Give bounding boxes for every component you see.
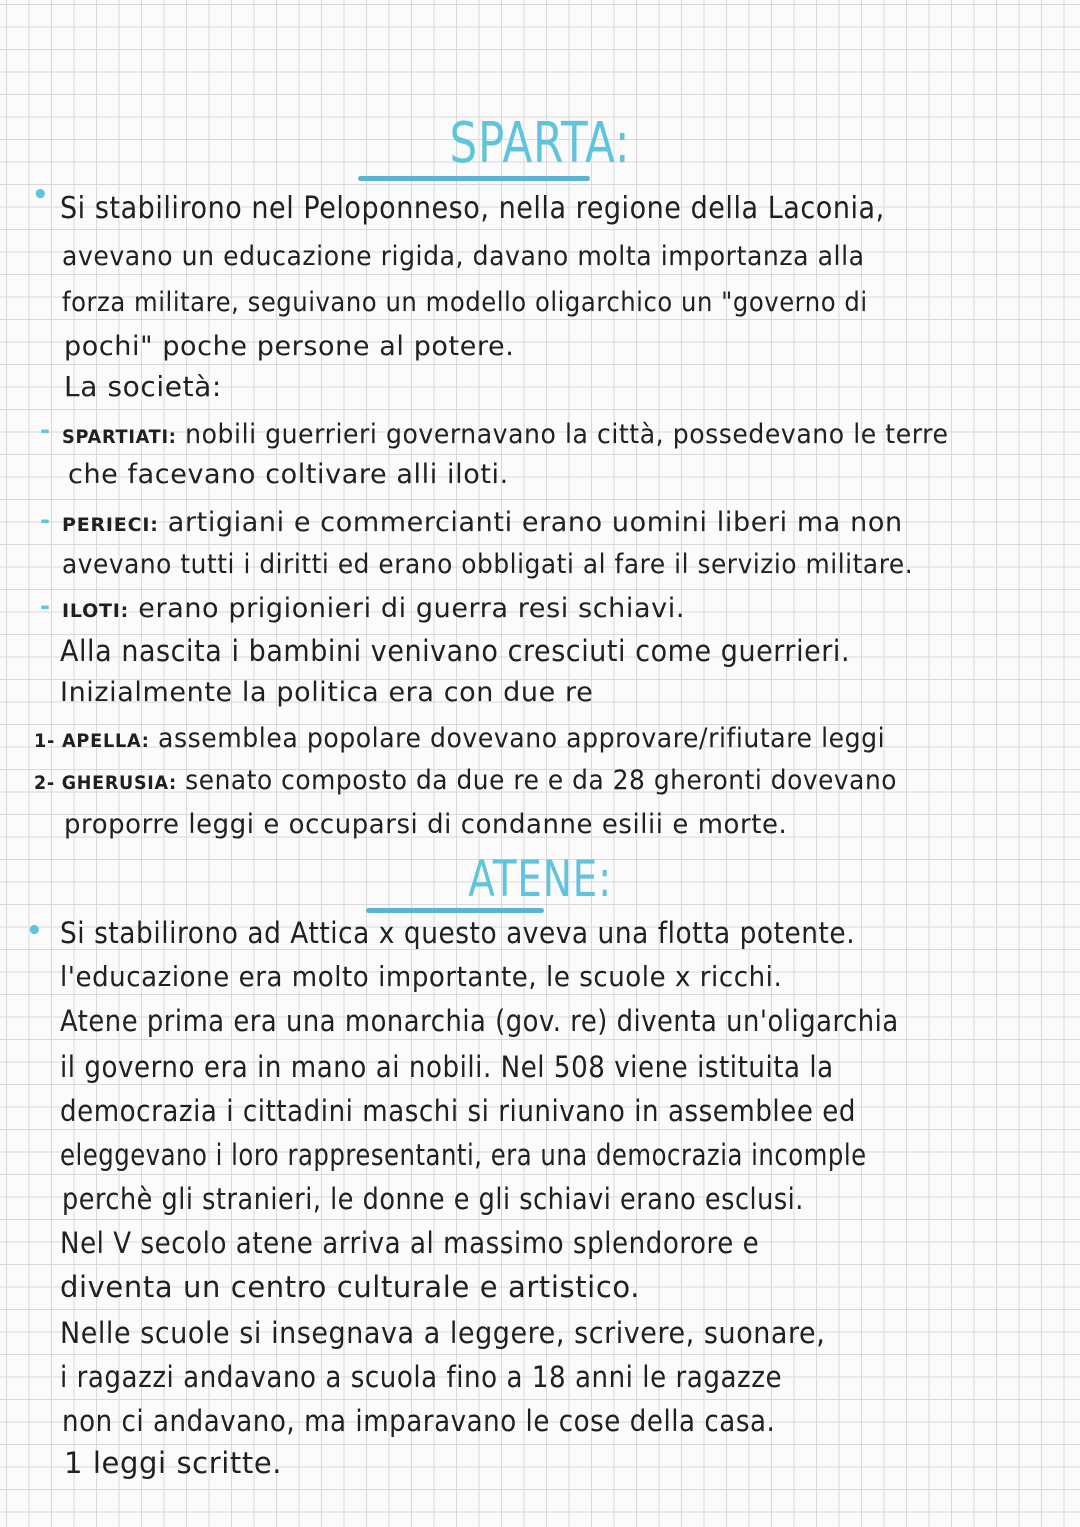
sparta-bullet: • (32, 180, 49, 210)
atene-title-block (0, 850, 1080, 908)
institution-gherusia (34, 764, 897, 800)
sparta-intro-line: forza militare, seguivano un modello oligarchico un "governo di (62, 287, 868, 318)
atene-line: i ragazzi andavano a scuola fino a 18 anni le ragazze (60, 1360, 783, 1394)
dash-marker: - (40, 506, 50, 534)
group-label: ILOTI: (62, 600, 130, 622)
atene-line: non ci andavano, ma imparavano le cose della casa. (62, 1404, 776, 1438)
group-perieci-cont: avevano tutti i diritti ed erano obbligati al fare il servizio militare. (62, 549, 914, 580)
group-label: PERIECI: (62, 514, 159, 536)
sparta-title: SPARTA: (449, 111, 631, 176)
atene-line: Nel V secolo atene arriva al massimo splendorore e (60, 1226, 760, 1260)
atene-line: diventa un centro culturale e artistico. (60, 1270, 641, 1304)
institution-label: 1- APELLA: (34, 730, 150, 752)
atene-line: l'educazione era molto importante, le scuole x ricchi. (60, 960, 783, 993)
institution-gherusia-cont: proporre leggi e occuparsi di condanne esilii e morte. (64, 809, 788, 840)
dash-marker: - (40, 592, 50, 620)
atene-bullet: • (26, 916, 43, 946)
atene-line: il governo era in mano ai nobili. Nel 508 viene istituita la (60, 1050, 834, 1084)
atene-line: democrazia i cittadini maschi si riunivano in assemblee ed (60, 1094, 856, 1128)
group-text: erano prigionieri di guerra resi schiavi. (138, 593, 686, 624)
group-label: SPARTIATI: (62, 426, 177, 448)
atene-title-underline (366, 908, 544, 913)
group-perieci (62, 506, 903, 542)
dash-marker: - (40, 416, 50, 444)
institution-label: 2- GHERUSIA: (34, 772, 177, 794)
atene-line: Si stabilirono ad Attica x questo aveva una flotta potente. (60, 916, 856, 950)
institution-text: senato composto da due re e da 28 gheronti dovevano (185, 765, 898, 796)
sparta-intro-line: Si stabilirono nel Peloponneso, nella regione della Laconia, (60, 191, 885, 226)
sparta-extra-line: Inizialmente la politica era con due re (60, 677, 594, 708)
institution-apella (34, 722, 885, 758)
atene-line: Nelle scuole si insegnava a leggere, scrivere, suonare, (60, 1316, 826, 1350)
sparta-title-block (0, 112, 1080, 176)
group-spartiati (62, 418, 949, 454)
group-text: nobili guerrieri governavano la città, possedevano le terre (185, 419, 949, 450)
sparta-extra-line: Alla nascita i bambini venivano cresciuti come guerrieri. (60, 634, 851, 668)
atene-title: ATENE: (468, 850, 612, 908)
society-heading: La società: (64, 370, 222, 403)
sparta-intro-line: pochi" poche persone al potere. (64, 331, 515, 362)
group-text: artigiani e commercianti erano uomini liberi ma non (167, 507, 903, 538)
institution-text: assemblea popolare dovevano approvare/rifiutare leggi (158, 723, 886, 754)
group-spartiati-cont: che facevano coltivare alli iloti. (68, 459, 509, 490)
atene-line: perchè gli stranieri, le donne e gli schiavi erano esclusi. (62, 1182, 804, 1216)
sparta-intro-line: avevano un educazione rigida, davano molta importanza alla (62, 241, 865, 272)
group-iloti (62, 592, 685, 628)
sparta-title-underline (358, 176, 590, 181)
atene-line: 1 leggi scritte. (64, 1446, 283, 1480)
atene-line: eleggevano i loro rappresentanti, era una democrazia incomple (60, 1138, 867, 1172)
atene-line: Atene prima era una monarchia (gov. re) diventa un'oligarchia (60, 1004, 899, 1038)
